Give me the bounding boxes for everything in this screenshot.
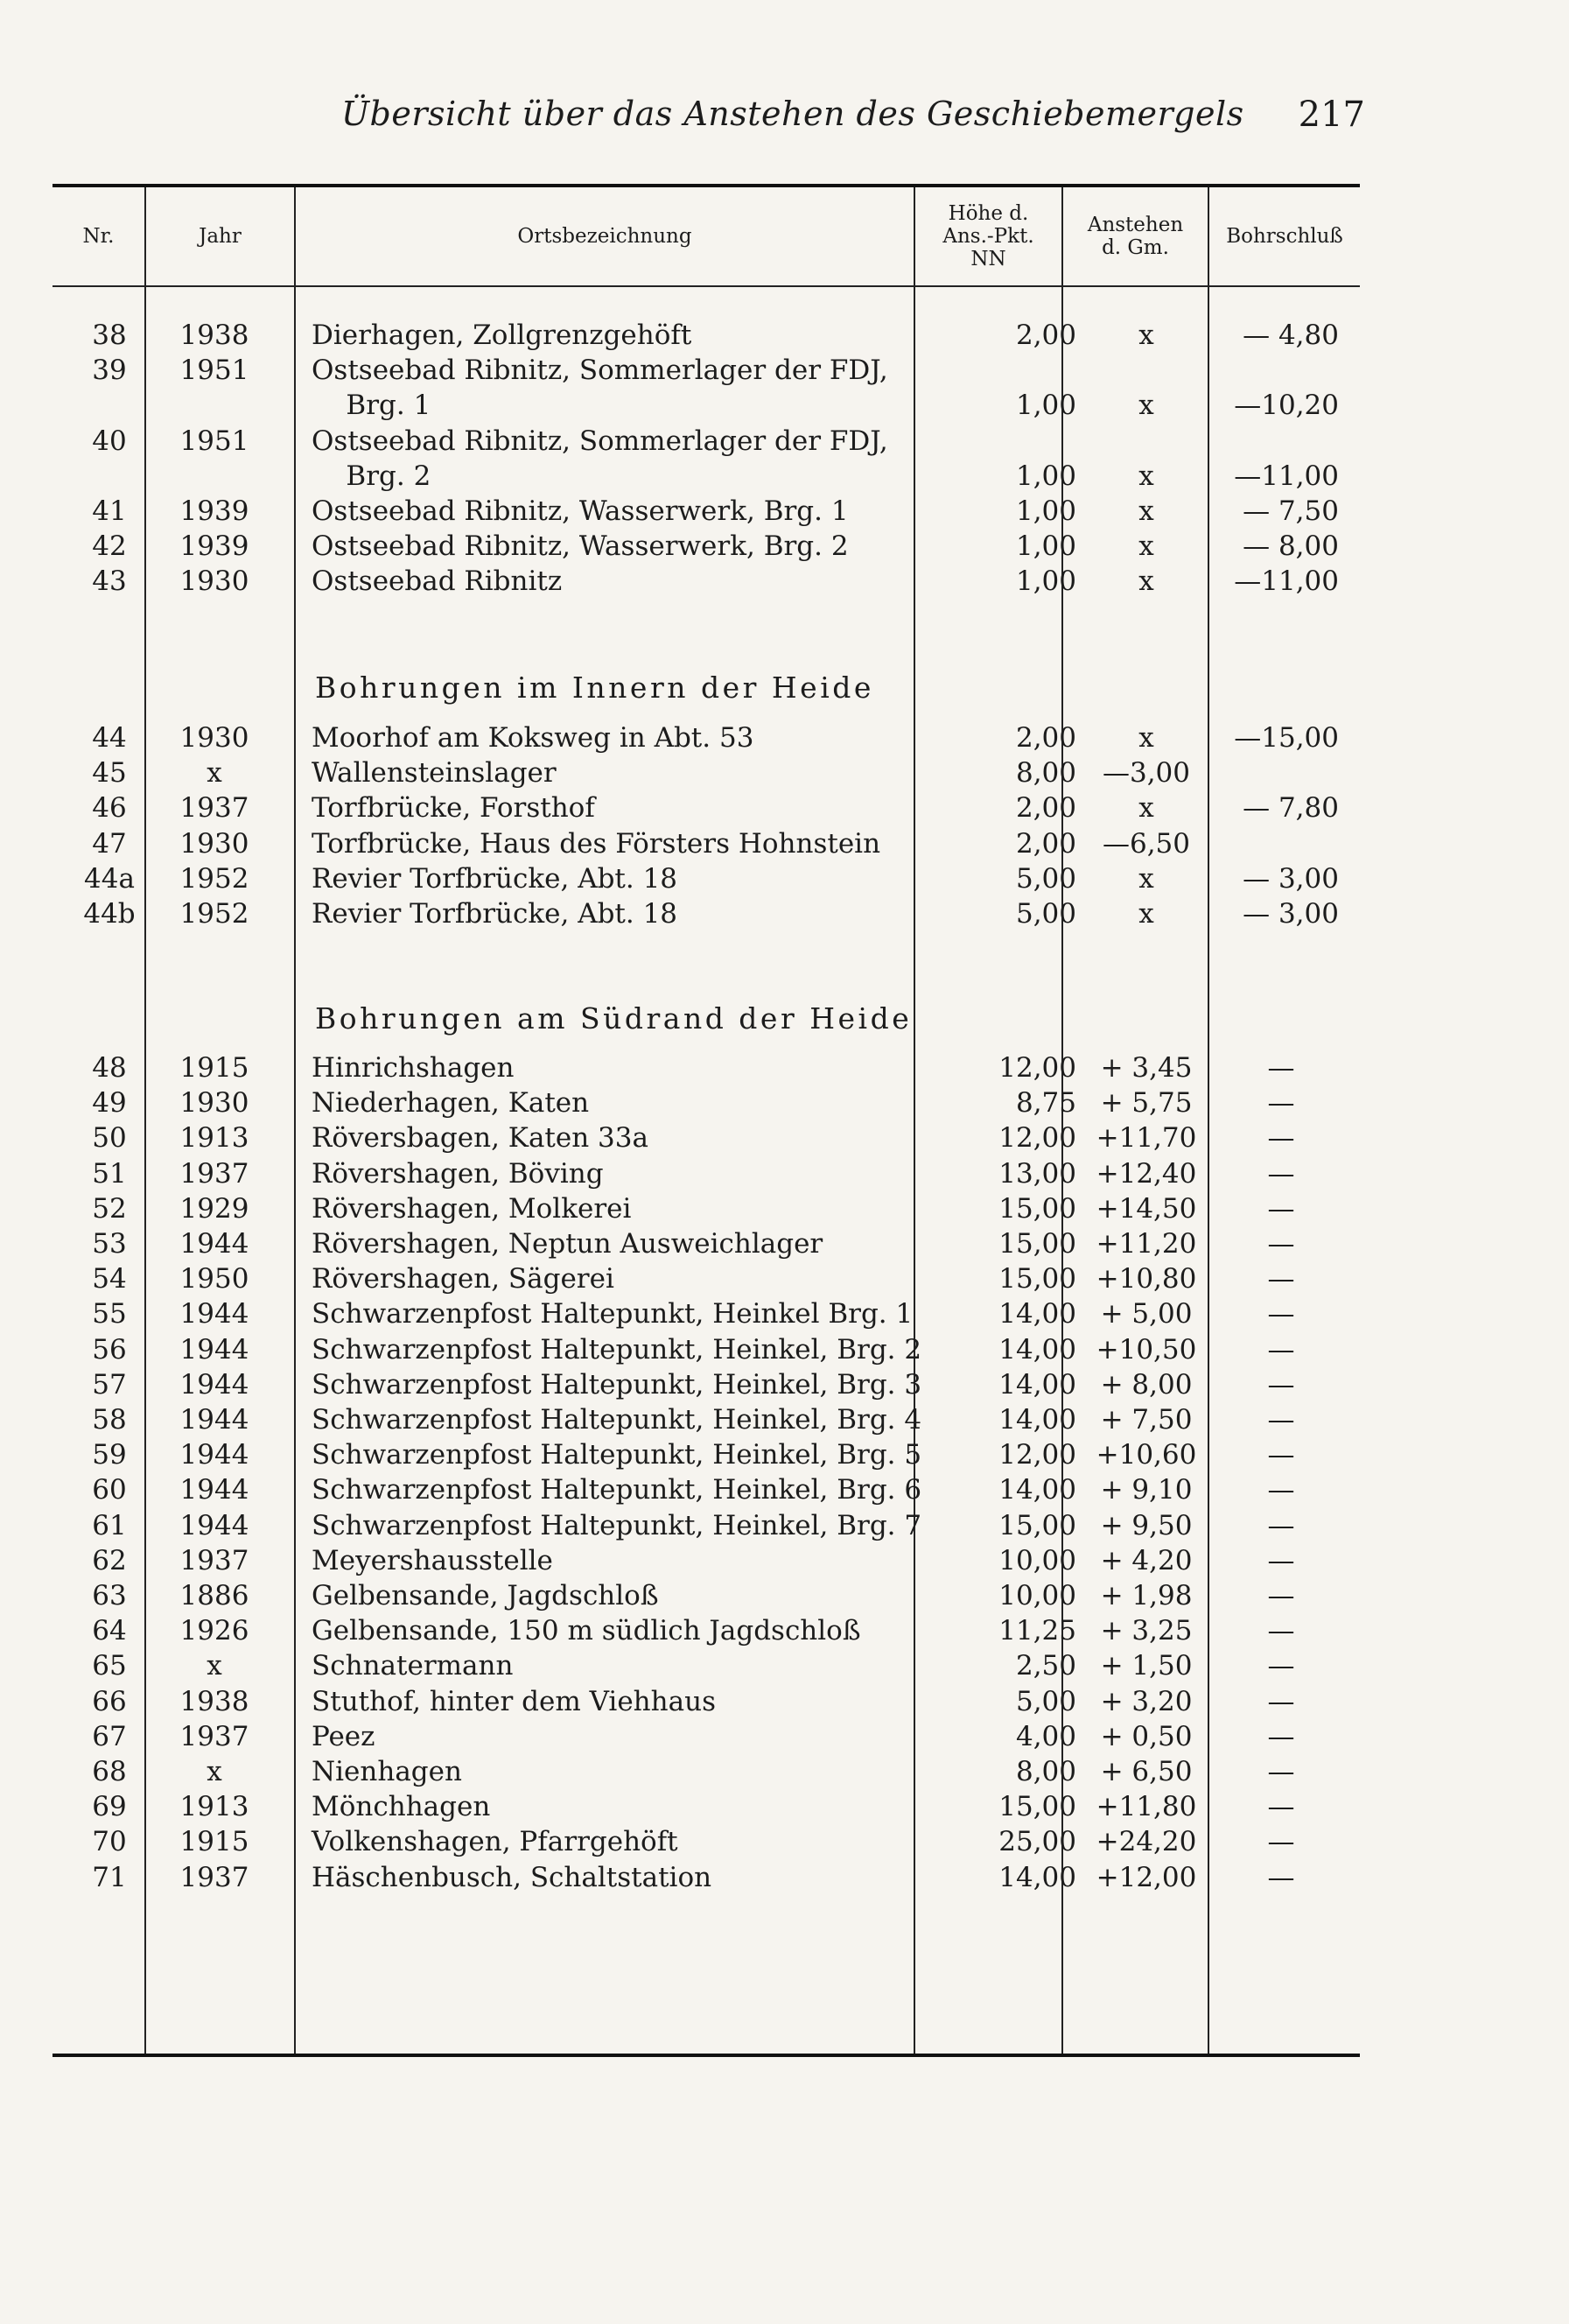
cell-hoehe: 5,00 — [1015, 1685, 1076, 1717]
cell-hoehe: 15,00 — [998, 1192, 1076, 1225]
cell-nr: 56 — [92, 1333, 127, 1366]
cell-jahr: 1944 — [179, 1474, 249, 1506]
cell-jahr: x — [207, 757, 222, 790]
cell-bohrschluss: — — [1267, 1650, 1295, 1682]
table-row — [53, 720, 1360, 755]
cell-nr: 65 — [92, 1650, 127, 1682]
cell-jahr: 1937 — [179, 1861, 249, 1893]
cell-anstehen: + 5,00 — [1100, 1298, 1193, 1331]
cell-anstehen: x — [1138, 862, 1154, 895]
table-row — [53, 1719, 1360, 1754]
table-row — [53, 1085, 1360, 1120]
cell-jahr: 1944 — [179, 1404, 249, 1436]
page-header — [53, 95, 1365, 147]
cell-bohrschluss: — — [1267, 1685, 1295, 1717]
cell-bohrschluss: — — [1267, 1580, 1295, 1611]
table-row — [53, 1860, 1360, 1895]
table-row — [53, 896, 1360, 931]
cell-hoehe: 15,00 — [998, 1228, 1076, 1260]
cell-nr: 61 — [92, 1509, 127, 1541]
header-rule — [53, 285, 1360, 287]
cell-ortsbezeichnung: Brg. 1 — [312, 390, 431, 422]
cell-jahr: 1913 — [179, 1122, 249, 1155]
cell-hoehe: 13,00 — [998, 1157, 1076, 1190]
cell-anstehen: x — [1138, 565, 1154, 598]
table-row — [53, 1789, 1360, 1824]
header-bohrschluss: Bohrschluß — [1226, 225, 1343, 248]
cell-nr: 51 — [92, 1157, 127, 1190]
cell-anstehen: x — [1138, 722, 1154, 754]
cell-nr: 57 — [92, 1368, 127, 1401]
cell-hoehe: 8,00 — [1015, 757, 1076, 790]
cell-hoehe: 14,00 — [998, 1368, 1076, 1401]
cell-jahr: 1937 — [179, 1720, 249, 1752]
cell-anstehen: + 4,20 — [1100, 1544, 1193, 1576]
cell-hoehe: 12,00 — [998, 1439, 1076, 1471]
cell-bohrschluss: — — [1267, 1404, 1295, 1436]
cell-ortsbezeichnung: Niederhagen, Katen — [312, 1087, 590, 1120]
cell-hoehe: 10,00 — [998, 1544, 1076, 1576]
cell-jahr: 1915 — [179, 1826, 249, 1858]
cell-hoehe: 25,00 — [998, 1826, 1076, 1858]
cell-anstehen: +11,70 — [1096, 1122, 1197, 1155]
cell-hoehe — [928, 353, 1076, 388]
table-row — [53, 790, 1360, 825]
cell-ortsbezeichnung: Torfbrücke, Forsthof — [312, 792, 595, 825]
cell-bohrschluss: — — [1267, 1791, 1295, 1823]
cell-jahr: 1937 — [179, 1157, 249, 1190]
cell-nr: 55 — [92, 1298, 127, 1331]
cell-anstehen: + 0,50 — [1100, 1720, 1193, 1752]
cell-hoehe: 2,50 — [1015, 1650, 1076, 1682]
cell-jahr: 1952 — [179, 862, 249, 895]
table-row — [53, 1156, 1360, 1191]
cell-jahr: 1944 — [179, 1368, 249, 1401]
cell-ortsbezeichnung: Schwarzenpfost Haltepunkt, Heinkel, Brg. 5 — [312, 1439, 922, 1471]
cell-ortsbezeichnung: Stuthof, hinter dem Viehhaus — [312, 1685, 716, 1717]
cell-hoehe: 15,00 — [998, 1509, 1076, 1541]
cell-nr: 40 — [92, 425, 127, 457]
cell-ortsbezeichnung: Peez — [312, 1720, 375, 1752]
table-row — [53, 1543, 1360, 1578]
cell-bohrschluss: — 3,00 — [1243, 898, 1339, 930]
cell-hoehe: 14,00 — [998, 1474, 1076, 1506]
cell-anstehen: x — [1138, 460, 1154, 492]
cell-jahr: 1937 — [179, 1544, 249, 1576]
cell-anstehen: —6,50 — [1102, 827, 1191, 860]
cell-hoehe: 2,00 — [1015, 319, 1076, 351]
cell-anstehen: +12,00 — [1096, 1861, 1197, 1893]
cell-jahr: 1952 — [179, 898, 249, 930]
cell-ortsbezeichnung: Schwarzenpfost Haltepunkt, Heinkel, Brg. 6 — [312, 1474, 922, 1506]
cell-nr: 68 — [92, 1756, 127, 1787]
cell-anstehen — [1072, 353, 1221, 388]
table-row — [53, 1437, 1360, 1472]
cell-anstehen: +11,80 — [1096, 1791, 1197, 1823]
table-row — [53, 1226, 1360, 1261]
cell-anstehen: + 8,00 — [1100, 1368, 1193, 1401]
cell-nr: 49 — [92, 1087, 127, 1120]
cell-anstehen: x — [1138, 495, 1154, 527]
cell-bohrschluss: — — [1267, 1228, 1295, 1260]
cell-bohrschluss: — — [1267, 1122, 1295, 1155]
cell-hoehe — [928, 424, 1076, 459]
cell-nr: 54 — [92, 1263, 127, 1295]
cell-ortsbezeichnung: Meyershausstelle — [312, 1544, 553, 1576]
cell-ortsbezeichnung: Schnatermann — [312, 1650, 514, 1682]
cell-jahr: 1944 — [179, 1333, 249, 1366]
cell-hoehe: 14,00 — [998, 1861, 1076, 1893]
cell-bohrschluss: — 4,80 — [1243, 319, 1339, 351]
cell-hoehe: 1,00 — [1015, 390, 1076, 422]
cell-nr: 43 — [92, 565, 127, 598]
table-row — [53, 564, 1360, 599]
cell-jahr: 1929 — [179, 1192, 249, 1225]
cell-bohrschluss: — — [1267, 1263, 1295, 1295]
cell-anstehen: + 1,98 — [1100, 1580, 1193, 1611]
cell-ortsbezeichnung: Röversbagen, Katen 33a — [312, 1122, 648, 1155]
cell-nr — [61, 459, 158, 494]
header-jahr: Jahr — [199, 225, 242, 248]
cell-ortsbezeichnung: Ostseebad Ribnitz, Wasserwerk, Brg. 1 — [312, 495, 849, 527]
cell-anstehen: + 3,45 — [1100, 1052, 1193, 1084]
cell-hoehe: 12,00 — [998, 1122, 1076, 1155]
cell-anstehen: +14,50 — [1096, 1192, 1197, 1225]
cell-anstehen: x — [1138, 530, 1154, 563]
cell-nr: 41 — [92, 495, 127, 527]
cell-ortsbezeichnung: Rövershagen, Sägerei — [312, 1263, 614, 1295]
running-title: Übersicht über das Anstehen des Geschiebemergels — [341, 95, 1244, 133]
cell-nr: 47 — [92, 827, 127, 860]
cell-nr: 53 — [92, 1228, 127, 1260]
cell-bohrschluss: — — [1267, 1439, 1295, 1471]
cell-anstehen: + 5,75 — [1100, 1087, 1193, 1120]
cell-ortsbezeichnung: Torfbrücke, Haus des Försters Hohnstein — [312, 827, 881, 860]
cell-jahr: 1944 — [179, 1228, 249, 1260]
cell-anstehen: + 9,50 — [1100, 1509, 1193, 1541]
cell-jahr: x — [207, 1650, 222, 1682]
cell-hoehe: 1,00 — [1015, 565, 1076, 598]
cell-ortsbezeichnung: Gelbensande, 150 m südlich Jagdschloß — [312, 1615, 861, 1647]
cell-jahr: 1886 — [179, 1580, 249, 1611]
cell-nr: 52 — [92, 1192, 127, 1225]
cell-nr: 44a — [84, 862, 135, 895]
cell-anstehen: —3,00 — [1102, 757, 1191, 790]
cell-ortsbezeichnung: Gelbensande, Jagdschloß — [312, 1580, 659, 1611]
cell-bohrschluss: — 3,00 — [1243, 862, 1339, 895]
cell-ortsbezeichnung: Nienhagen — [312, 1756, 462, 1787]
cell-bohrschluss: — 8,00 — [1243, 530, 1339, 563]
cell-nr: 70 — [92, 1826, 127, 1858]
cell-nr: 64 — [92, 1615, 127, 1647]
header-hoehe: Höhe d. Ans.-Pkt. NN — [942, 202, 1034, 270]
table-row — [53, 424, 1360, 459]
cell-bohrschluss — [1208, 755, 1355, 790]
cell-bohrschluss: — — [1267, 1157, 1295, 1190]
cell-hoehe: 8,75 — [1015, 1087, 1076, 1120]
table-row — [53, 1050, 1360, 1085]
cell-anstehen: + 7,50 — [1100, 1404, 1193, 1436]
cell-nr: 48 — [92, 1052, 127, 1084]
table-row — [53, 1402, 1360, 1437]
cell-hoehe: 10,00 — [998, 1580, 1076, 1611]
cell-bohrschluss: — — [1267, 1509, 1295, 1541]
cell-bohrschluss: — 7,80 — [1243, 792, 1339, 825]
table-row — [53, 1648, 1360, 1683]
table-row — [53, 1296, 1360, 1331]
cell-ortsbezeichnung: Moorhof am Koksweg in Abt. 53 — [312, 722, 754, 754]
cell-jahr: 1944 — [179, 1298, 249, 1331]
cell-ortsbezeichnung: Schwarzenpfost Haltepunkt, Heinkel, Brg. 3 — [312, 1368, 922, 1401]
section-title-inner: Bohrungen im Innern der Heide — [315, 671, 874, 705]
cell-bohrschluss: —15,00 — [1234, 722, 1339, 754]
cell-anstehen: +10,50 — [1096, 1333, 1197, 1366]
cell-ortsbezeichnung: Wallensteinslager — [312, 757, 557, 790]
section-title-south: Bohrungen am Südrand der Heide — [315, 1001, 913, 1036]
cell-bohrschluss — [1208, 353, 1355, 388]
cell-anstehen: + 6,50 — [1100, 1756, 1193, 1787]
cell-bohrschluss: — — [1267, 1368, 1295, 1401]
cell-ortsbezeichnung: Schwarzenpfost Haltepunkt, Heinkel, Brg. 7 — [312, 1509, 922, 1541]
cell-bohrschluss: — — [1267, 1615, 1295, 1647]
cell-bohrschluss: — — [1267, 1192, 1295, 1225]
cell-bohrschluss — [1208, 826, 1355, 861]
table-row — [53, 1191, 1360, 1226]
cell-anstehen — [1072, 424, 1221, 459]
cell-bohrschluss: —11,00 — [1234, 565, 1339, 598]
cell-bohrschluss: — — [1267, 1474, 1295, 1506]
cell-nr: 42 — [92, 530, 127, 563]
cell-hoehe: 14,00 — [998, 1404, 1076, 1436]
table-row — [53, 1120, 1360, 1155]
cell-jahr — [153, 388, 276, 423]
cell-ortsbezeichnung: Ostseebad Ribnitz, Wasserwerk, Brg. 2 — [312, 530, 849, 563]
cell-hoehe: 15,00 — [998, 1263, 1076, 1295]
cell-nr: 60 — [92, 1474, 127, 1506]
cell-nr: 58 — [92, 1404, 127, 1436]
cell-anstehen: + 1,50 — [1100, 1650, 1193, 1682]
cell-hoehe: 1,00 — [1015, 460, 1076, 492]
cell-nr: 69 — [92, 1791, 127, 1823]
cell-anstehen: x — [1138, 319, 1154, 351]
cell-hoehe: 5,00 — [1015, 862, 1076, 895]
cell-jahr: 1937 — [179, 792, 249, 825]
cell-hoehe: 2,00 — [1015, 827, 1076, 860]
cell-bohrschluss: — — [1267, 1720, 1295, 1752]
cell-ortsbezeichnung: Volkenshagen, Pfarrgehöft — [312, 1826, 678, 1858]
table-row — [53, 1578, 1360, 1613]
cell-anstehen: +24,20 — [1096, 1826, 1197, 1858]
cell-jahr — [153, 459, 276, 494]
cell-nr: 45 — [92, 757, 127, 790]
cell-anstehen: x — [1138, 390, 1154, 422]
cell-nr: 44b — [83, 898, 136, 930]
cell-jahr: 1938 — [179, 1685, 249, 1717]
cell-ortsbezeichnung: Schwarzenpfost Haltepunkt, Heinkel, Brg. 4 — [312, 1404, 922, 1436]
cell-anstehen: +12,40 — [1096, 1157, 1197, 1190]
cell-nr: 63 — [92, 1580, 127, 1611]
cell-jahr: 1938 — [179, 319, 249, 351]
cell-anstehen: +11,20 — [1096, 1228, 1197, 1260]
cell-ortsbezeichnung: Rövershagen, Böving — [312, 1157, 604, 1190]
cell-bohrschluss: — — [1267, 1756, 1295, 1787]
cell-ortsbezeichnung: Rövershagen, Neptun Ausweichlager — [312, 1228, 823, 1260]
cell-nr: 44 — [92, 722, 127, 754]
cell-bohrschluss: — — [1267, 1333, 1295, 1366]
cell-ortsbezeichnung: Revier Torfbrücke, Abt. 18 — [312, 862, 678, 895]
cell-hoehe: 12,00 — [998, 1052, 1076, 1084]
cell-nr: 50 — [92, 1122, 127, 1155]
cell-hoehe: 15,00 — [998, 1791, 1076, 1823]
cell-nr: 71 — [92, 1861, 127, 1893]
cell-jahr: 1930 — [179, 722, 249, 754]
table-row — [53, 826, 1360, 861]
cell-bohrschluss: —11,00 — [1234, 460, 1339, 492]
cell-ortsbezeichnung: Schwarzenpfost Haltepunkt, Heinkel Brg. 1 — [312, 1298, 914, 1331]
cell-bohrschluss: — 7,50 — [1243, 495, 1339, 527]
cell-hoehe: 14,00 — [998, 1333, 1076, 1366]
cell-nr: 38 — [92, 319, 127, 351]
cell-hoehe: 4,00 — [1015, 1720, 1076, 1752]
table-row — [53, 529, 1360, 564]
cell-ortsbezeichnung: Revier Torfbrücke, Abt. 18 — [312, 898, 678, 930]
cell-nr: 67 — [92, 1720, 127, 1752]
table-row — [53, 1684, 1360, 1719]
cell-hoehe: 8,00 — [1015, 1756, 1076, 1787]
cell-anstehen: + 9,10 — [1100, 1474, 1193, 1506]
cell-ortsbezeichnung: Häschenbusch, Schaltstation — [312, 1861, 712, 1893]
page-number: 217 — [1298, 95, 1365, 135]
cell-anstehen: +10,60 — [1096, 1439, 1197, 1471]
cell-bohrschluss: — — [1267, 1861, 1295, 1893]
cell-jahr: 1930 — [179, 827, 249, 860]
cell-anstehen: + 3,25 — [1100, 1615, 1193, 1647]
cell-hoehe: 1,00 — [1015, 530, 1076, 563]
cell-bohrschluss: — — [1267, 1298, 1295, 1331]
cell-jahr: 1930 — [179, 1087, 249, 1120]
cell-hoehe: 1,00 — [1015, 495, 1076, 527]
cell-jahr: 1915 — [179, 1052, 249, 1084]
cell-anstehen: + 3,20 — [1100, 1685, 1193, 1717]
cell-bohrschluss: — — [1267, 1826, 1295, 1858]
cell-jahr: 1939 — [179, 495, 249, 527]
cell-nr — [61, 388, 158, 423]
table-row — [53, 1261, 1360, 1296]
table-row — [53, 318, 1360, 353]
table-row — [53, 1332, 1360, 1367]
cell-jahr: x — [207, 1756, 222, 1787]
cell-ortsbezeichnung: Brg. 2 — [312, 460, 431, 492]
table-row — [53, 1824, 1360, 1859]
header-anstehen: Anstehen d. Gm. — [1087, 214, 1184, 259]
table-row — [53, 388, 1360, 423]
cell-ortsbezeichnung: Rövershagen, Molkerei — [312, 1192, 632, 1225]
table-row — [53, 494, 1360, 529]
cell-anstehen: x — [1138, 792, 1154, 825]
table-row — [53, 1754, 1360, 1789]
table-row — [53, 755, 1360, 790]
cell-jahr: 1926 — [179, 1615, 249, 1647]
cell-hoehe: 14,00 — [998, 1298, 1076, 1331]
cell-anstehen: x — [1138, 898, 1154, 930]
cell-anstehen: +10,80 — [1096, 1263, 1197, 1295]
cell-hoehe: 11,25 — [998, 1615, 1076, 1647]
table-row — [53, 1472, 1360, 1507]
cell-nr: 66 — [92, 1685, 127, 1717]
cell-hoehe: 2,00 — [1015, 722, 1076, 754]
cell-jahr: 1944 — [179, 1509, 249, 1541]
cell-bohrschluss: — — [1267, 1087, 1295, 1120]
table-row — [53, 1367, 1360, 1402]
cell-bohrschluss: — — [1267, 1544, 1295, 1576]
cell-ortsbezeichnung: Dierhagen, Zollgrenzgehöft — [312, 319, 692, 351]
cell-nr: 46 — [92, 792, 127, 825]
cell-ortsbezeichnung: Mönchhagen — [312, 1791, 491, 1823]
cell-ortsbezeichnung: Ostseebad Ribnitz — [312, 565, 563, 598]
cell-jahr: 1951 — [179, 425, 249, 457]
cell-jahr: 1939 — [179, 530, 249, 563]
cell-jahr: 1951 — [179, 355, 249, 387]
cell-ortsbezeichnung: Ostseebad Ribnitz, Sommerlager der FDJ, — [312, 355, 888, 387]
cell-nr: 39 — [92, 355, 127, 387]
cell-ortsbezeichnung: Schwarzenpfost Haltepunkt, Heinkel, Brg. 2 — [312, 1333, 922, 1366]
cell-bohrschluss: — — [1267, 1052, 1295, 1084]
table-row — [53, 353, 1360, 388]
header-ortsbezeichnung: Ortsbezeichnung — [517, 225, 692, 248]
table-row — [53, 1613, 1360, 1648]
cell-bohrschluss: —10,20 — [1234, 390, 1339, 422]
cell-ortsbezeichnung: Hinrichshagen — [312, 1052, 515, 1084]
table-row — [53, 459, 1360, 494]
cell-nr: 59 — [92, 1439, 127, 1471]
table-row — [53, 861, 1360, 896]
cell-jahr: 1950 — [179, 1263, 249, 1295]
cell-bohrschluss — [1208, 424, 1355, 459]
cell-ortsbezeichnung: Ostseebad Ribnitz, Sommerlager der FDJ, — [312, 425, 888, 457]
table-row — [53, 1508, 1360, 1543]
borehole-table — [53, 184, 1360, 2057]
cell-jahr: 1930 — [179, 565, 249, 598]
cell-hoehe: 2,00 — [1015, 792, 1076, 825]
cell-nr: 62 — [92, 1544, 127, 1576]
cell-jahr: 1944 — [179, 1439, 249, 1471]
cell-jahr: 1913 — [179, 1791, 249, 1823]
header-nr: Nr. — [82, 225, 115, 248]
cell-hoehe: 5,00 — [1015, 898, 1076, 930]
